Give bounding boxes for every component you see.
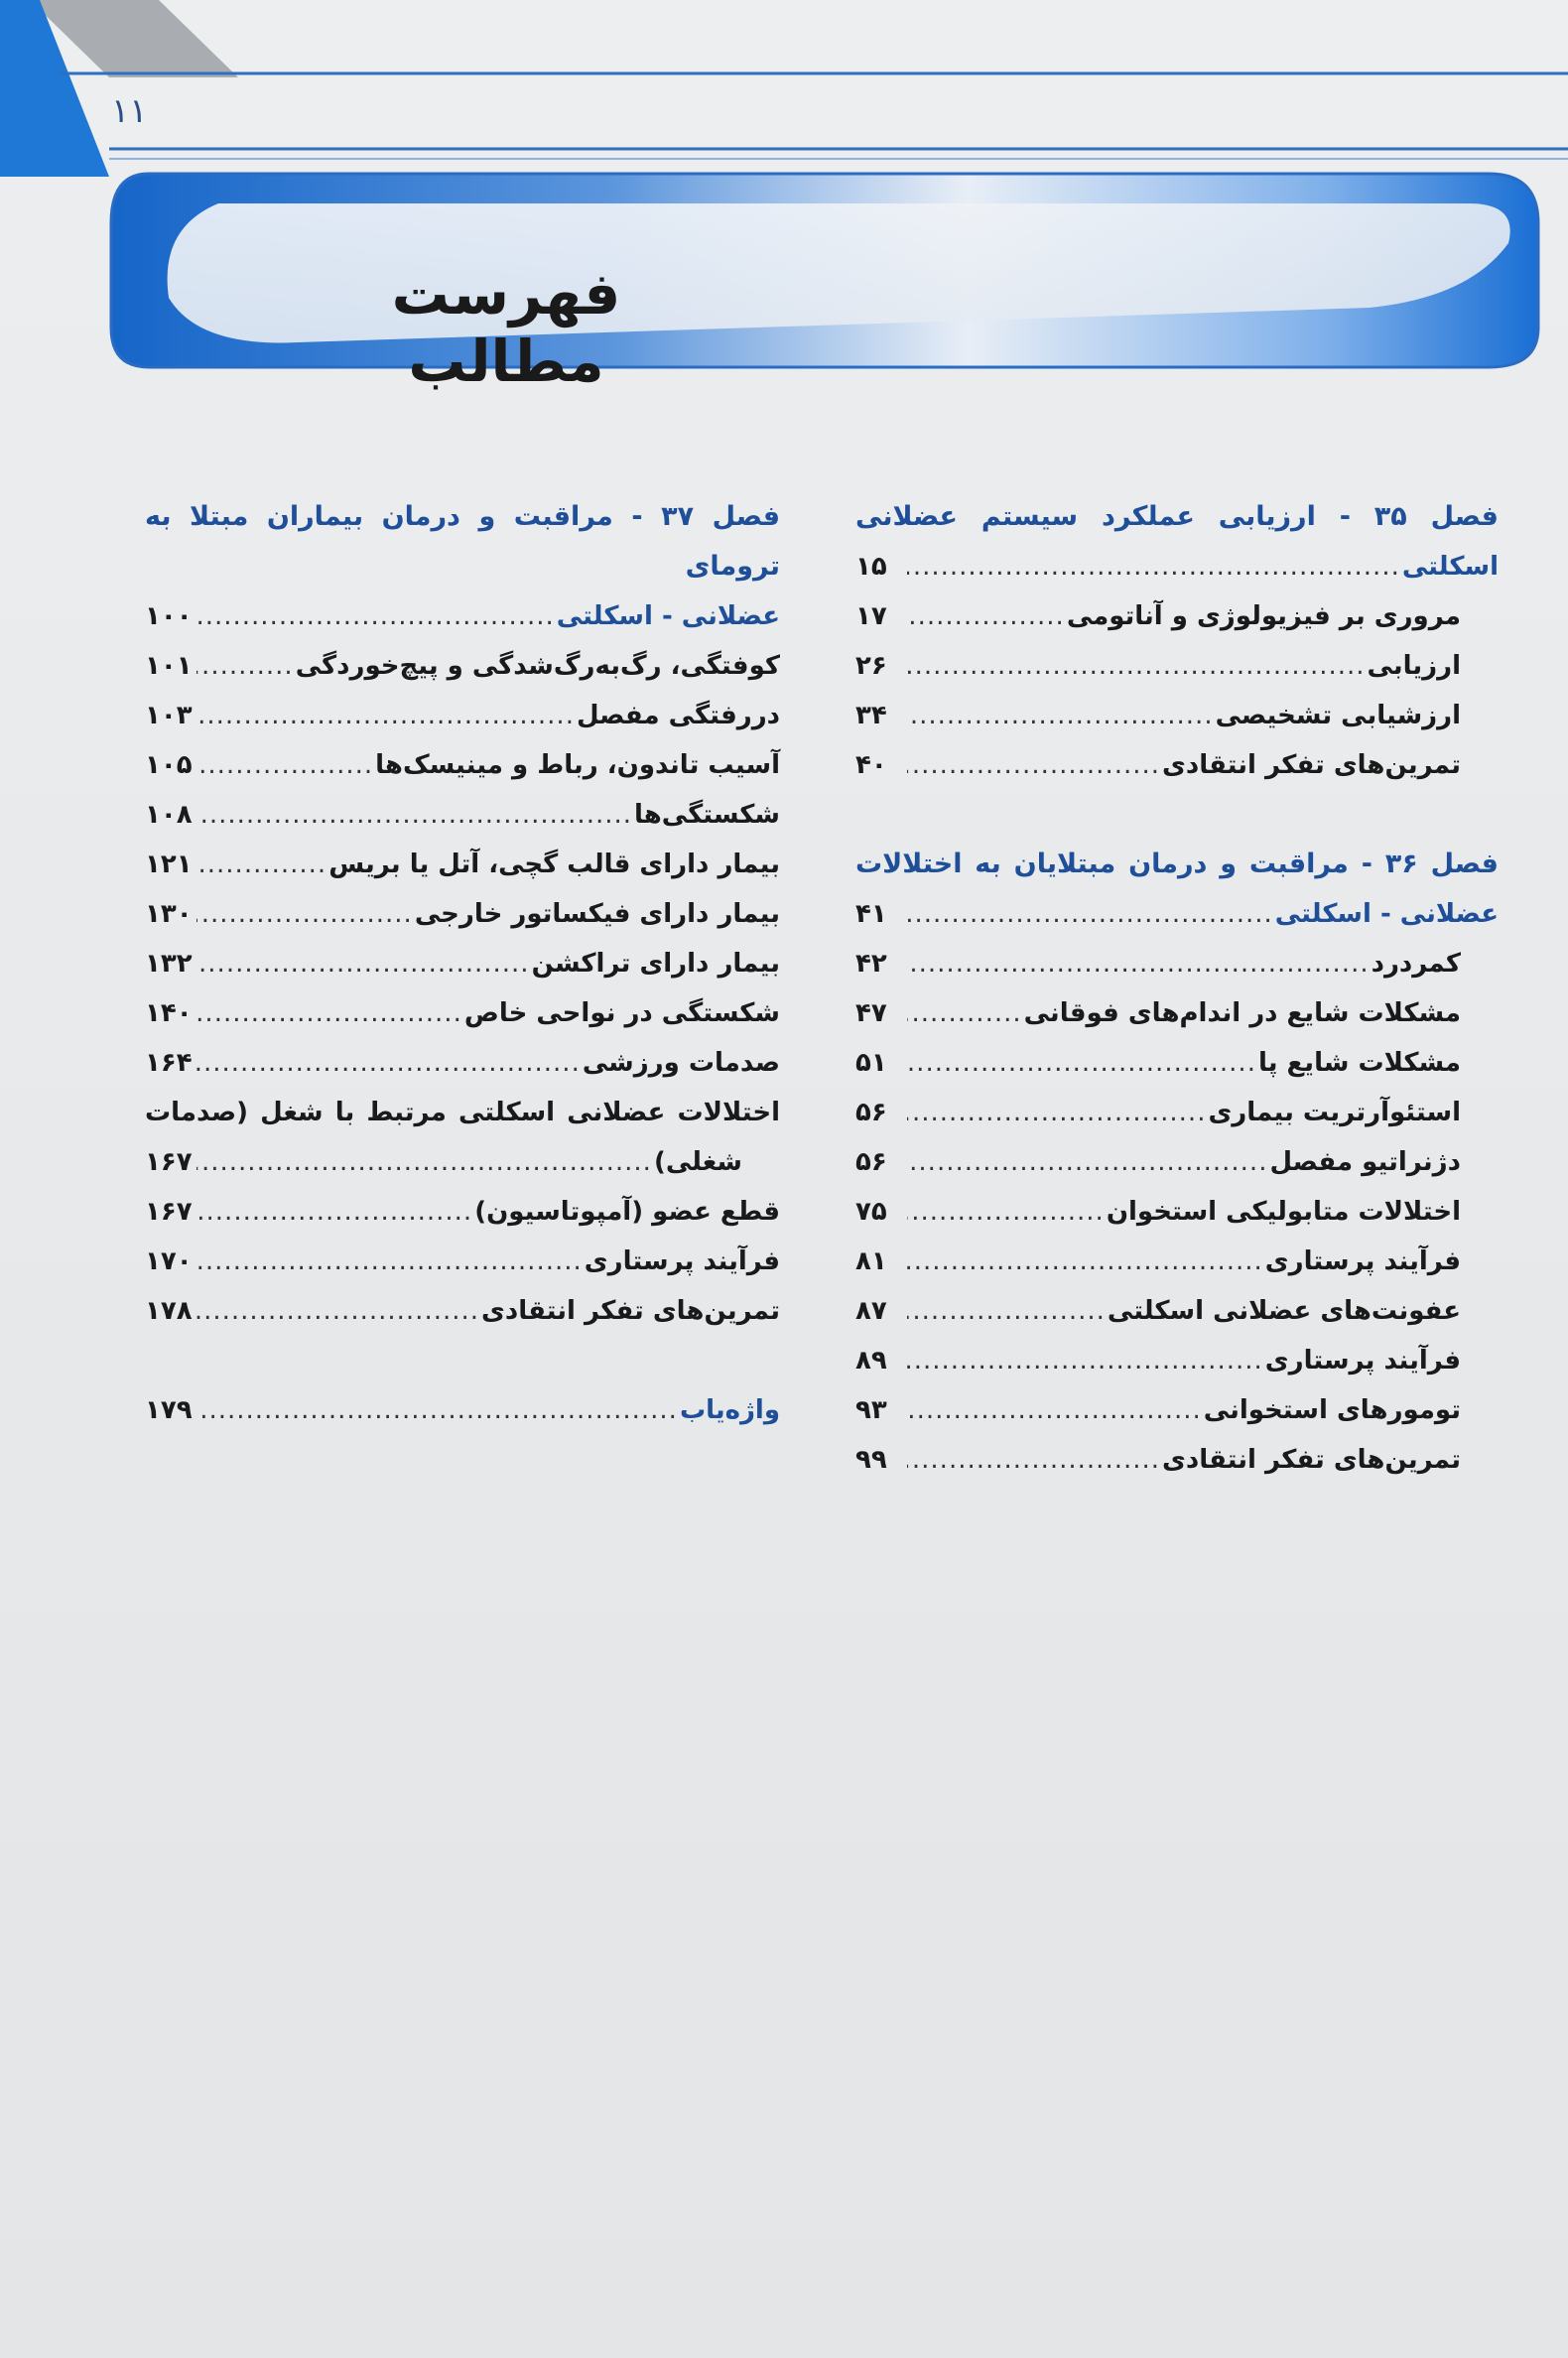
chapter-entry[interactable]: [855, 889, 1499, 939]
toc-item[interactable]: [855, 1237, 1499, 1286]
toc-item[interactable]: [855, 1038, 1499, 1088]
toc-item[interactable]: [855, 939, 1499, 988]
item-title: تمرین‌های تفکر انتقادی: [481, 1296, 780, 1326]
page-ref: ۱۲۱: [145, 850, 193, 879]
page-ref: ۱۰۳: [145, 701, 193, 730]
item-title: مشکلات شایع در اندام‌های فوقانی: [1023, 998, 1461, 1028]
page-number: ۱۱: [111, 91, 148, 131]
toc-item[interactable]: [855, 691, 1499, 740]
page-ref: ۱۰۱: [145, 651, 193, 681]
item-title: تومورهای استخوانی: [1203, 1395, 1461, 1425]
toc-item[interactable]: [145, 790, 780, 840]
leader-dots: [196, 1038, 581, 1088]
page-ref: ۱۷۸: [145, 1296, 193, 1326]
leader-dots: [196, 889, 413, 939]
toc-item[interactable]: [855, 740, 1499, 790]
toc-item[interactable]: [145, 889, 780, 939]
page-ref: ۴۱: [855, 899, 887, 929]
toc-item[interactable]: [145, 1137, 780, 1187]
item-title: بیمار دارای قالب گچی، آتل یا بریس: [328, 850, 780, 879]
item-title: کوفتگی، رگ‌به‌رگ‌شدگی و پیچ‌خوردگی: [295, 651, 780, 681]
leader-dots: [907, 691, 1214, 740]
page-ref: ۵۶: [855, 1147, 887, 1177]
item-title: شغلی): [653, 1147, 742, 1177]
chapter-title-line: فصل ۳۶ - مراقبت و درمان مبتلایان به اختلالات: [855, 849, 1499, 879]
leader-dots: [196, 1137, 652, 1187]
item-title: تمرین‌های تفکر انتقادی: [1162, 1445, 1461, 1475]
leader-dots: [907, 1286, 1106, 1336]
toc-column-right: [855, 492, 1499, 1485]
page-ref: ۱۶۴: [145, 1048, 193, 1078]
toc-item[interactable]: [855, 1435, 1499, 1485]
chapter-entry[interactable]: [145, 591, 780, 641]
leader-dots: [907, 641, 1366, 691]
toc-item[interactable]: [145, 691, 780, 740]
chapter-title-line: عضلانی - اسکلتی: [556, 601, 780, 631]
chapter-37: [145, 492, 780, 591]
chapter-35: [855, 492, 1499, 542]
leader-dots: [907, 740, 1160, 790]
index-title: واژه‌یاب: [679, 1395, 780, 1425]
leader-dots: [196, 939, 530, 988]
item-title: مشکلات شایع پا: [1257, 1048, 1461, 1078]
item-title: استئوآرتریت بیماری: [1208, 1098, 1461, 1127]
item-title: دررفتگی مفصل: [576, 701, 780, 730]
leader-dots: [196, 740, 373, 790]
toc-item[interactable]: [855, 1187, 1499, 1237]
item-title: قطع عضو (آمپوتاسیون): [474, 1197, 780, 1227]
leader-dots: [907, 1237, 1263, 1286]
page-ref: ۱۵: [855, 552, 887, 582]
page-ref: ۱۰۰: [145, 601, 193, 631]
item-title: شکستگی‌ها: [634, 800, 780, 830]
item-title: اختلالات متابولیکی استخوان: [1106, 1197, 1461, 1227]
page-ref: ۹۳: [855, 1395, 887, 1425]
page-ref: ۸۷: [855, 1296, 887, 1326]
leader-dots: [196, 1187, 472, 1237]
toc-item[interactable]: [855, 1286, 1499, 1336]
page-ref: ۱۴۰: [145, 998, 193, 1028]
toc-item[interactable]: [855, 1088, 1499, 1137]
leader-dots: [907, 1088, 1206, 1137]
wrapped-item-line: اختلالات عضلانی اسکلتی مرتبط با شغل (صدمات: [145, 1098, 780, 1127]
leader-dots: [196, 641, 294, 691]
toc-item[interactable]: [855, 988, 1499, 1038]
toc-item[interactable]: [145, 840, 780, 889]
chapter-title-line: عضلانی - اسکلتی: [1274, 899, 1499, 929]
leader-dots: [196, 591, 555, 641]
toc-item[interactable]: [855, 1385, 1499, 1435]
toc-item[interactable]: [145, 1038, 780, 1088]
item-title: ارزیابی: [1367, 651, 1461, 681]
page-ref: ۵۶: [855, 1098, 887, 1127]
item-title: دژنراتیو مفصل: [1269, 1147, 1461, 1177]
toc-item[interactable]: [855, 1336, 1499, 1385]
leader-dots: [196, 1286, 479, 1336]
toc-item[interactable]: [855, 641, 1499, 691]
item-title: فرآیند پرستاری: [584, 1246, 780, 1276]
page-ref: ۴۲: [855, 949, 887, 979]
toc-item[interactable]: [145, 740, 780, 790]
item-title: تمرین‌های تفکر انتقادی: [1162, 750, 1461, 780]
page-ref: ۱۷: [855, 601, 887, 631]
page-ref: ۱۰۵: [145, 750, 193, 780]
leader-dots: [907, 988, 1022, 1038]
item-title: فرآیند پرستاری: [1264, 1346, 1461, 1376]
leader-dots: [196, 1385, 678, 1435]
item-title: ارزشیابی تشخیصی: [1215, 701, 1461, 730]
toc-item[interactable]: [145, 641, 780, 691]
chapter-36: [855, 840, 1499, 889]
leader-dots: [196, 790, 632, 840]
item-title: صدمات ورزشی: [582, 1048, 780, 1078]
page-title: فهرست مطالب: [391, 260, 621, 395]
leader-dots: [907, 1336, 1263, 1385]
chapter-title-line: فصل ۳۵ - ارزیابی عملکرد سیستم عضلانی: [855, 501, 1499, 532]
toc-item[interactable]: [855, 1137, 1499, 1187]
leader-dots: [907, 939, 1370, 988]
page-ref: ۴۰: [855, 750, 887, 780]
leader-dots: [196, 691, 575, 740]
leader-dots: [196, 1237, 583, 1286]
page-ref: ۴۷: [855, 998, 887, 1028]
leader-dots: [907, 889, 1273, 939]
leader-dots: [907, 1038, 1256, 1088]
page-ref: ۲۶: [855, 651, 887, 681]
leader-dots: [907, 591, 1065, 641]
header-decoration: [0, 0, 1568, 397]
page-ref: ۱۰۸: [145, 800, 193, 830]
toc-item[interactable]: [145, 988, 780, 1038]
toc-item[interactable]: [145, 1286, 780, 1336]
item-title: بیمار دارای تراکشن: [531, 949, 780, 979]
page-ref: ۱۷۰: [145, 1246, 193, 1276]
item-title: مروری بر فیزیولوژی و آناتومی: [1066, 601, 1461, 631]
page-ref: ۷۵: [855, 1197, 887, 1227]
toc-item[interactable]: [855, 591, 1499, 641]
leader-dots: [196, 840, 327, 889]
page-ref: ۱۷۹: [145, 1395, 193, 1425]
index-entry[interactable]: [145, 1385, 780, 1435]
page-ref: ۱۳۰: [145, 899, 193, 929]
leader-dots: [907, 1187, 1105, 1237]
item-title: بیمار دارای فیکساتور خارجی: [414, 899, 780, 929]
page-ref: ۳۴: [855, 701, 887, 730]
page-ref: ۱۶۷: [145, 1147, 193, 1177]
item-title: عفونت‌های عضلانی اسکلتی: [1107, 1296, 1461, 1326]
toc-item[interactable]: [145, 939, 780, 988]
item-title: فرآیند پرستاری: [1264, 1246, 1461, 1276]
chapter-title-line: فصل ۳۷ - مراقبت و درمان بیماران مبتلا به ترومای: [145, 501, 780, 582]
toc-item[interactable]: [145, 1237, 780, 1286]
chapter-entry[interactable]: [855, 542, 1499, 591]
chapter-title-line: اسکلتی: [1401, 552, 1499, 582]
leader-dots: [907, 1435, 1160, 1485]
leader-dots: [907, 1137, 1267, 1187]
leader-dots: [907, 542, 1400, 591]
page-ref: ۱۶۷: [145, 1197, 193, 1227]
page-ref: ۱۳۲: [145, 949, 193, 979]
item-title: کمردرد: [1371, 949, 1461, 979]
page-ref: ۸۱: [855, 1246, 887, 1276]
leader-dots: [196, 988, 462, 1038]
toc-item[interactable]: [145, 1187, 780, 1237]
leader-dots: [907, 1385, 1202, 1435]
toc-column-left: [145, 492, 780, 1435]
page-ref: ۹۹: [855, 1445, 887, 1475]
item-title: آسیب تاندون، رباط و مینیسک‌ها: [375, 750, 780, 780]
page-ref: ۵۱: [855, 1048, 887, 1078]
page-ref: ۸۹: [855, 1346, 887, 1376]
item-title: شکستگی در نواحی خاص: [463, 998, 780, 1028]
